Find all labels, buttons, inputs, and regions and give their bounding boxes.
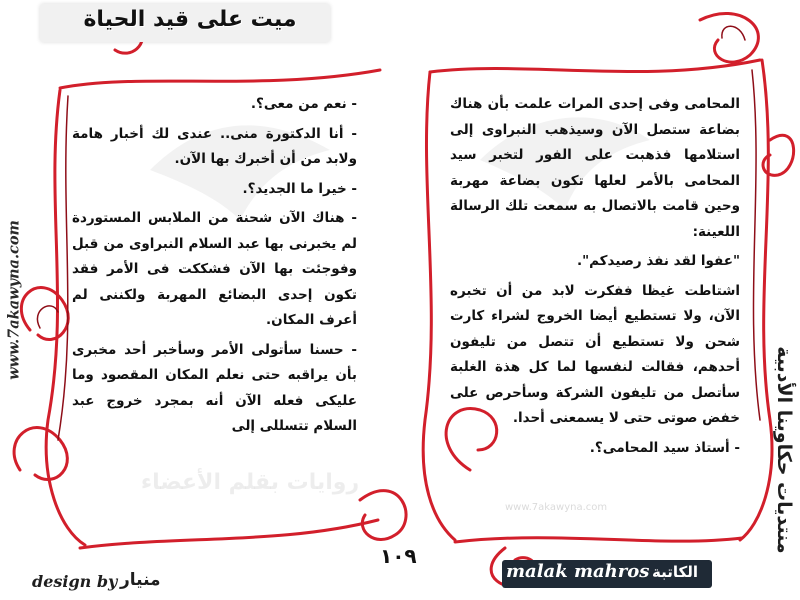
right-swirl-inner <box>722 26 745 40</box>
paragraph: المحامى وفى إحدى المرات علمت بأن هناك بضاعة ستصل الآن وسيذهب النبراوى إلى استلامها فذهبت على الفور لتخبر سيد المحامى بالأمر لعلها تكون بضاعة مهربة وحين قامت بالاتصال به سمعت تلك الرسالة اللعينة: <box>450 96 740 240</box>
paragraph: - أستاذ سيد المحامى؟. <box>589 439 740 456</box>
right-swirl-1 <box>700 13 758 62</box>
paragraph: "عفوا لقد نفذ رصيدكم". <box>576 253 740 269</box>
paragraph: - أنا الدكتورة منى.. عندى لك أخبار هامة ولابد من أن أخبرك بها الآن. <box>72 125 357 167</box>
paragraph: - خيرا ما الجديد؟. <box>242 180 357 197</box>
left-frame-bottom-line <box>80 520 378 548</box>
right-frame-inner-line <box>752 70 760 420</box>
right-frame-bottom-line <box>455 538 742 542</box>
designer-name: منيار <box>120 570 161 590</box>
paragraph: اشتاطت غيظا ففكرت لابد من أن تخبره الآن، ولا تستطيع أيضا الخروج لشراء كارت شحن ولا تستطيع أن تتصل من تليفون أحدهم، فقالت لنفسها لما كل هذة الغلبة سأتصل من تليفون الشركة وسأحرص على خفض صوتى حتى لا يسمعنى أحدا. <box>450 282 740 426</box>
watermark-url: www.7akawyna.com <box>505 502 608 513</box>
forum-name-vertical: منتديات حكاوينا الأدبية <box>773 346 795 554</box>
paragraph: - حسنا سأتولى الأمر وسأخبر أحد مخبرى بأن يراقبه حتى نعلم المكان المقصود وما عليكى فعله الآن أنه بمجرد خروج عبد السلام تتسللى إلى <box>72 341 357 434</box>
left-swirl-1 <box>21 288 68 340</box>
site-url-vertical: www.7akawyna.com <box>5 220 23 380</box>
left-swirl-4 <box>360 491 406 540</box>
author-label: الكاتبة <box>652 563 698 581</box>
design-by-label: design by <box>32 572 118 591</box>
page-title: ميت على قيد الحياة <box>83 7 297 32</box>
left-text-column <box>72 92 357 444</box>
paragraph: - هناك الآن شحنة من الملابس المستوردة لم يخبرنى بها عبد السلام النبراوى من قبل وفوجئت بها الآن فشككت فى الأمر فقد تكون إحدى البضائع المهربة ولكننى لم أعرف المكان. <box>72 210 357 328</box>
page-number: ١٠٩ <box>380 544 417 568</box>
paragraph: - نعم من معى؟. <box>250 96 357 112</box>
left-frame-top-line <box>60 70 380 88</box>
author-name: malak mahros <box>506 561 650 582</box>
left-swirl-inner <box>37 306 58 328</box>
watermark-text: روايات بقلم الأعضاء <box>140 470 360 495</box>
left-frame-inner-line <box>58 96 68 440</box>
right-text-column <box>450 92 740 465</box>
right-frame-top-line <box>430 60 760 72</box>
